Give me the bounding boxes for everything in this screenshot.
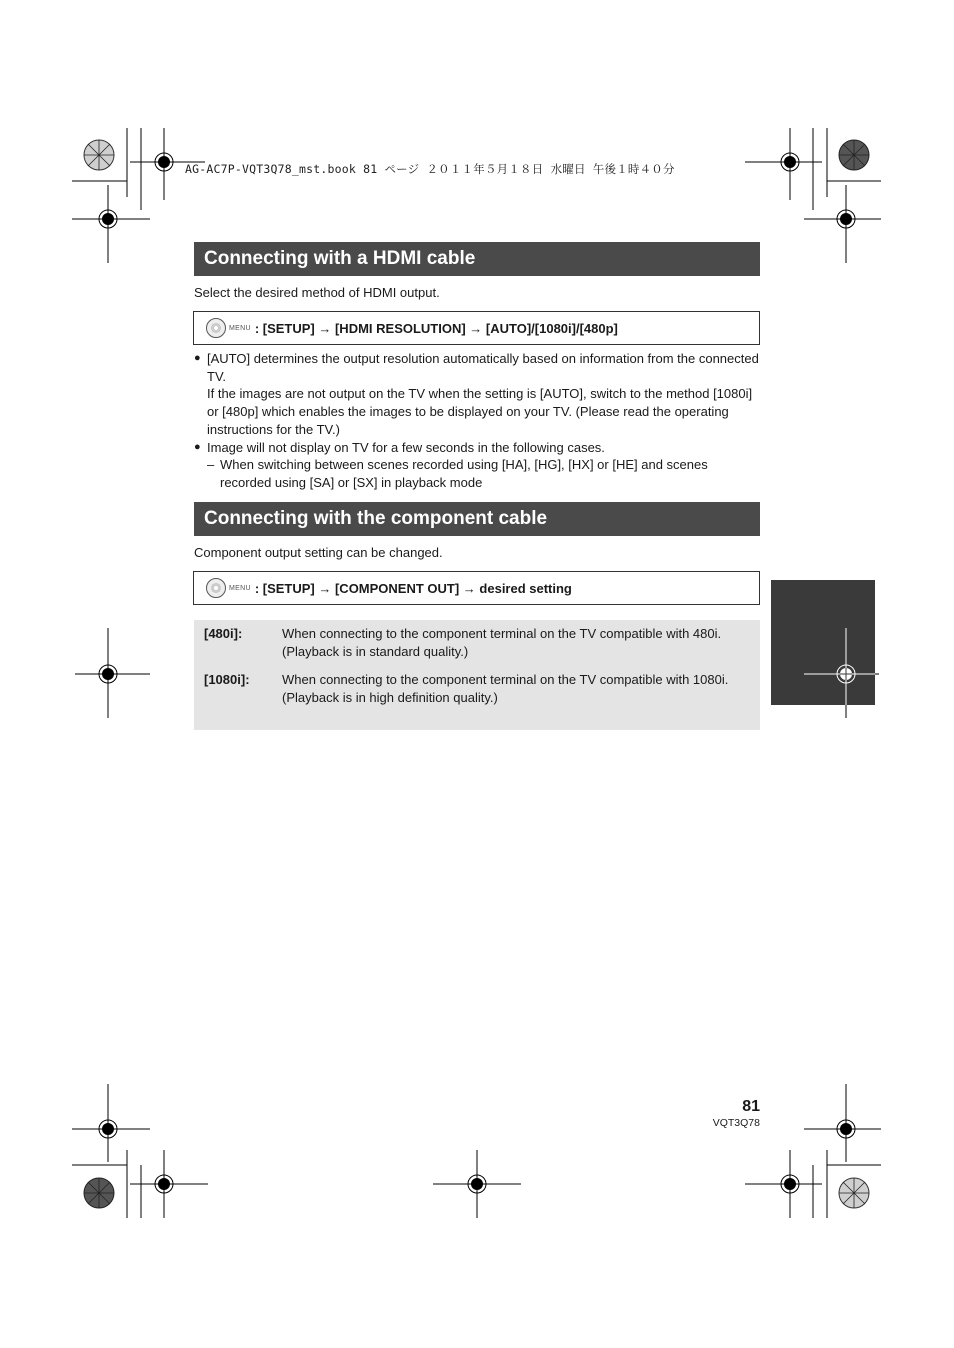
component-intro: Component output setting can be changed. bbox=[194, 545, 443, 560]
page-number: 81 bbox=[742, 1098, 760, 1115]
document-code: VQT3Q78 bbox=[712, 1117, 760, 1129]
hdmi-menu-path: : [SETUP] → [HDMI RESOLUTION] → [AUTO]/[1080i]/[480p] bbox=[254, 320, 618, 336]
component-menu-path: : [SETUP] → [COMPONENT OUT] → desired setting bbox=[254, 580, 572, 596]
setting-key: [480i]: bbox=[204, 626, 243, 641]
bullet-icon: ● bbox=[194, 440, 201, 453]
setting-row bbox=[204, 625, 750, 660]
hdmi-menu-path-box bbox=[193, 311, 760, 345]
menu-label: MENU bbox=[229, 324, 251, 332]
setting-desc-line: (Playback is in high definition quality.) bbox=[282, 689, 498, 705]
menu-dial-icon bbox=[206, 318, 226, 338]
setting-key: [1080i]: bbox=[204, 672, 250, 687]
section-title-component: Connecting with the component cable bbox=[194, 502, 760, 536]
note-subitem-text: When switching between scenes recorded using [HA], [HG], [HX] or [HE] and scenes recorded using [SA] or [SX] in playback mode bbox=[220, 457, 708, 490]
chapter-side-tab bbox=[771, 580, 875, 705]
note-line: [AUTO] determines the output resolution automatically based on information from the connected TV. bbox=[207, 351, 759, 384]
note-line: Image will not display on TV for a few seconds in the following cases. bbox=[207, 439, 605, 455]
bullet-icon: ● bbox=[194, 352, 201, 364]
note-item bbox=[194, 439, 760, 457]
note-line: If the images are not output on the TV when the setting is [AUTO], switch to the method [1080i] or [480p] which enables the images to be displayed on your TV. (Please read the operating instructions for the TV.) bbox=[207, 386, 753, 437]
hdmi-notes bbox=[194, 350, 760, 492]
component-settings-table bbox=[194, 620, 760, 730]
section-title-hdmi: Connecting with a HDMI cable bbox=[194, 242, 760, 276]
print-header: AG-AC7P-VQT3Q78_mst.book 81 ページ ２０１１年５月１８日 水曜日 午後１時４０分 bbox=[185, 162, 675, 176]
component-menu-path-box bbox=[193, 571, 760, 605]
note-subitem bbox=[194, 456, 760, 491]
dash-icon: – bbox=[207, 457, 215, 473]
hdmi-intro: Select the desired method of HDMI output. bbox=[194, 285, 440, 300]
note-item bbox=[194, 350, 760, 439]
setting-desc-line: When connecting to the component terminal on the TV compatible with 480i. bbox=[282, 626, 722, 641]
setting-row bbox=[204, 671, 750, 706]
menu-dial-icon bbox=[206, 578, 226, 598]
setting-desc-line: When connecting to the component terminal on the TV compatible with 1080i. bbox=[282, 672, 729, 687]
setting-desc-line: (Playback is in standard quality.) bbox=[282, 643, 469, 659]
menu-label: MENU bbox=[229, 584, 251, 592]
